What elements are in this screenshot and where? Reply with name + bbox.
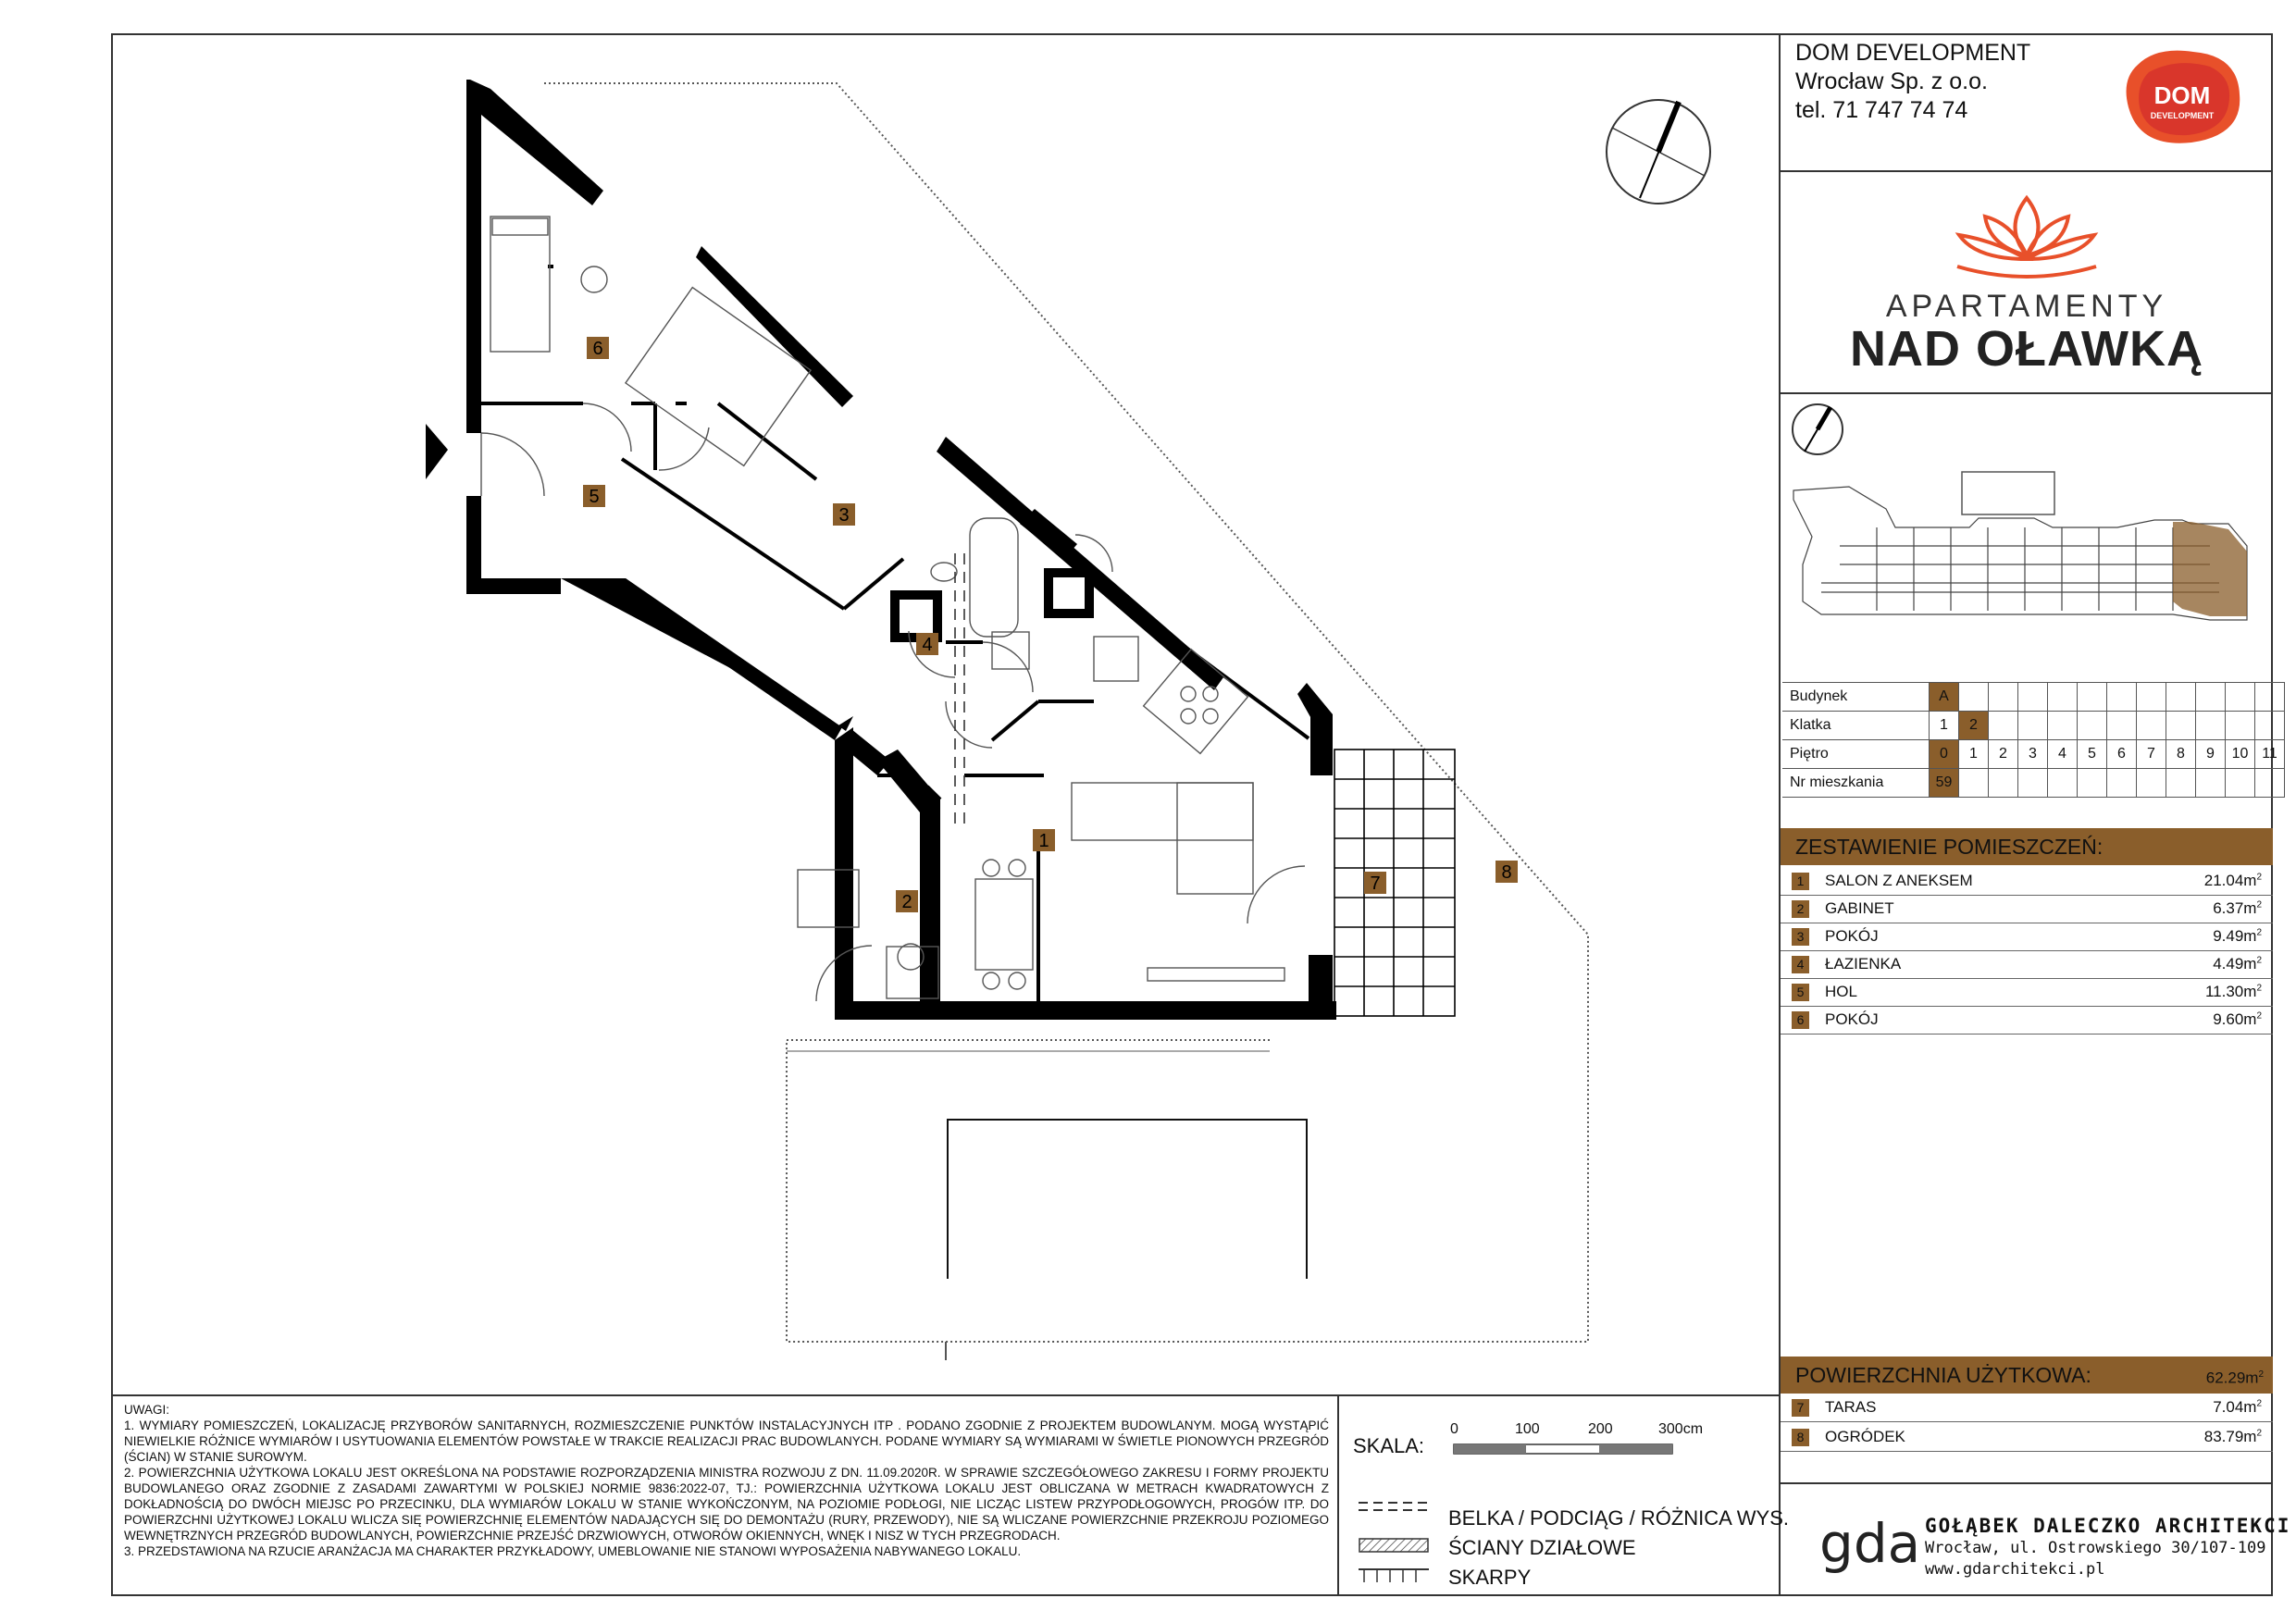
svg-text:8: 8 bbox=[1501, 862, 1512, 883]
brand-line1: APARTAMENTY bbox=[1885, 289, 2168, 324]
room-row: 5 HOL $11.30m^2$ bbox=[1781, 978, 2273, 1007]
table-label: Nr mieszkania bbox=[1782, 769, 1930, 798]
svg-text:1: 1 bbox=[1038, 831, 1049, 851]
dom-development-logo bbox=[2119, 46, 2245, 148]
room-row: 1 SALON Z ANEKSEM $21.04m^2$ bbox=[1781, 867, 2273, 896]
developer-name: DOM DEVELOPMENT bbox=[1795, 40, 2031, 66]
svg-text:DEVELOPMENT: DEVELOPMENT bbox=[2150, 111, 2215, 120]
notes bbox=[124, 1402, 1329, 1559]
north-arrow-icon bbox=[1607, 100, 1710, 204]
developer-info bbox=[1795, 39, 2030, 125]
architect-name: GOŁĄBEK DALECZKO ARCHITEKCI bbox=[1925, 1515, 2291, 1537]
legend-label: BELKA / PODCIĄG / RÓŻNICA WYS. bbox=[1448, 1506, 1789, 1530]
washbasin bbox=[931, 563, 957, 581]
svg-text:gda: gda bbox=[1819, 1512, 1921, 1575]
room-label-1 bbox=[1033, 829, 1055, 851]
slope-icon bbox=[1359, 1567, 1429, 1584]
sofa bbox=[1072, 783, 1253, 840]
architect-website: www.gdarchitekci.pl bbox=[1925, 1560, 2105, 1579]
architect-address: Wrocław, ul. Ostrowskiego 30/107-109 bbox=[1925, 1539, 2266, 1557]
dining-table bbox=[975, 879, 1033, 970]
office-chair bbox=[898, 944, 924, 970]
scale-label: SKALA: bbox=[1353, 1434, 1425, 1457]
table-row: Klatka 1 2 bbox=[1782, 712, 2285, 740]
room-label-5 bbox=[583, 485, 605, 507]
tv-cabinet bbox=[1148, 968, 1285, 981]
kitchen-sink bbox=[1094, 637, 1138, 681]
scale-tick: 0 bbox=[1450, 1421, 1458, 1437]
svg-text:2: 2 bbox=[901, 892, 912, 912]
hatched-wall-icon bbox=[1359, 1538, 1429, 1553]
legend-label: SKARPY bbox=[1448, 1566, 1532, 1589]
gda-architect-logo bbox=[1814, 1508, 1921, 1592]
room-row: 7 TARAS $7.04m^2$ bbox=[1781, 1394, 2273, 1422]
shaft-kitchen bbox=[1053, 577, 1085, 609]
garden-area bbox=[540, 83, 1592, 1360]
location-table bbox=[1782, 682, 2285, 798]
scale-tick: 200 bbox=[1588, 1421, 1613, 1437]
office-chair-room6 bbox=[581, 266, 607, 292]
rooms-header: ZESTAWIENIE POMIESZCZEŃ: bbox=[1781, 828, 2273, 865]
room-label-8 bbox=[1496, 861, 1518, 883]
bed-room6 bbox=[490, 217, 550, 352]
room-label-4 bbox=[916, 633, 938, 655]
svg-text:3: 3 bbox=[838, 505, 850, 526]
divider-bottom-strip bbox=[111, 1394, 1779, 1396]
room-label-6 bbox=[587, 337, 609, 359]
table-label: Budynek bbox=[1782, 683, 1930, 712]
developer-branch: Wrocław Sp. z o.o. bbox=[1795, 68, 1988, 94]
entrance-arrow-icon bbox=[426, 424, 448, 479]
table-row: Nr mieszkania 59 bbox=[1782, 769, 2285, 798]
scale-tick: 300cm bbox=[1658, 1421, 1704, 1437]
scale-bar bbox=[1453, 1443, 1684, 1456]
bathtub bbox=[970, 518, 1018, 637]
legend-label: ŚCIANY DZIAŁOWE bbox=[1448, 1536, 1636, 1559]
notes-title: UWAGI: bbox=[124, 1403, 169, 1417]
divider-notes-scale bbox=[1337, 1394, 1339, 1596]
brand-line2: NAD OŁAWKĄ bbox=[1850, 321, 2203, 377]
note-item: 3. PRZEDSTAWIONA NA RZUCIE ARANŻACJA MA CHARAKTER PRZYKŁADOWY, UMEBLOWANIE NIE STANOWI WYPOSAŻENIA NABYWANEGO LOKALU. bbox=[124, 1544, 1022, 1558]
room-label-3 bbox=[833, 503, 855, 526]
divider-under-company bbox=[1779, 170, 2273, 172]
floor-plan bbox=[113, 35, 1777, 1392]
note-item: 1. WYMIARY POMIESZCZEŃ, LOKALIZACJĘ PRZYBORÓW SANITARNYCH, ROZMIESZCZENIE PUNKTÓW INSTALACYJNYCH ITP . PODANO ZGODNIE Z PROJEKTEM BUDOWLANYM. MOGĄ WYSTĄPIĆ NIEWIELKIE RÓŻNICE WYMIARÓW I USYTUOWANIA ELEMENTÓW POWSTAŁE W TRAKCIE REALIZACJI PRAC BUDOWLANYCH. PODANE WYMIARY SĄ WYMIARAMI W ŚWIETLE PIONOWYCH PRZEGRÓD (ŚCIAN) W STANIE SUROWYM. bbox=[124, 1419, 1329, 1464]
usable-area-bar: POWIERZCHNIA UŻYTKOWA: $62.29m^2$ bbox=[1781, 1357, 2273, 1394]
room-row: 2 GABINET $6.37m^2$ bbox=[1781, 895, 2273, 923]
divider-under-brand bbox=[1779, 392, 2273, 394]
dashed-line-icon bbox=[1359, 1501, 1429, 1512]
terrace-tiles bbox=[1334, 750, 1455, 1016]
room-row: 4 ŁAZIENKA $4.49m^2$ bbox=[1781, 950, 2273, 979]
room-row: 3 POKÓJ $9.49m^2$ bbox=[1781, 923, 2273, 951]
shaft-bath bbox=[900, 600, 933, 633]
bed-room3 bbox=[626, 288, 811, 466]
room-labels bbox=[583, 337, 1518, 912]
svg-text:DOM: DOM bbox=[2153, 81, 2211, 109]
lotus-logo-icon bbox=[1939, 191, 2115, 283]
room-label-7 bbox=[1364, 872, 1386, 894]
table-label: Klatka bbox=[1782, 712, 1930, 740]
scale-tick: 100 bbox=[1515, 1421, 1540, 1437]
room-row: 8 OGRÓDEK $83.79m^2$ bbox=[1781, 1423, 2273, 1452]
note-item: 2. POWIERZCHNIA UŻYTKOWA LOKALU JEST OKREŚLONA NA PODSTAWIE ROZPORZĄDZENIA MINISTRA ROZWOJU Z DN. 11.09.2020R. W SPRAWIE SZCZEGÓŁOWEGO ZAKRESU I FORMY PROJEKTU BUDOWLANEGO ORAZ ZGODNIE Z ZASADAMI ZAWARTYMI W POLSKIEJ NORMIE 9836:2022-07, TJ.: POWIERZCHNIA UŻYTKOWA LOKALU JEST OBLICZANA W METRACH KWADRATOWYCH Z DOKŁADNOŚCIĄ DO DWÓCH MIEJSC PO PRZECINKU, DLA WYMIARÓW LOKALU W STANIE WYKOŃCZONYM, NA POZIOMIE PODŁOGI, NIE LICZĄC LISTEW PRZYPODŁOGOWYCH, PROGÓW ITP. DO POWIERZCHNI UŻYTKOWEJ LOKALU WLICZA SIĘ POWIERZCHNIĘ ELEMENTÓW NADAJĄCYCH SIĘ DO DEMONTAŻU (RURY, PRZEWODY), NIE SĄ WLICZANE POWIERZCHNIE PRZEKROJU POZIOMEGO WEWNĘTRZNYCH PRZEGRÓD BUDOWLANYCH, POWIERZCHNIE PRZEJŚĆ DRZWIOWYCH, OTWORÓW OKIENNYCH, WNĘK I NISZ W TYCH PRZEGRODACH. bbox=[124, 1466, 1329, 1542]
divider-above-architect bbox=[1779, 1482, 2273, 1484]
furniture bbox=[490, 217, 1285, 998]
table-row: Budynek A bbox=[1782, 683, 2285, 712]
site-plan-thumbnail bbox=[1784, 398, 2269, 648]
svg-text:5: 5 bbox=[589, 487, 600, 507]
table-row: Piętro 0 1 2 3 4 5 6 7 8 9 10 11 bbox=[1782, 740, 2285, 769]
svg-text:6: 6 bbox=[592, 339, 603, 359]
room-label-2 bbox=[896, 890, 918, 912]
table-label: Piętro bbox=[1782, 740, 1930, 769]
outer-walls bbox=[466, 80, 1336, 1020]
developer-phone: tel. 71 747 74 74 bbox=[1795, 97, 1968, 123]
svg-text:4: 4 bbox=[922, 635, 933, 655]
highlighted-building-segment bbox=[2173, 522, 2247, 616]
svg-text:7: 7 bbox=[1370, 873, 1381, 894]
room-row: 6 POKÓJ $9.60m^2$ bbox=[1781, 1006, 2273, 1035]
